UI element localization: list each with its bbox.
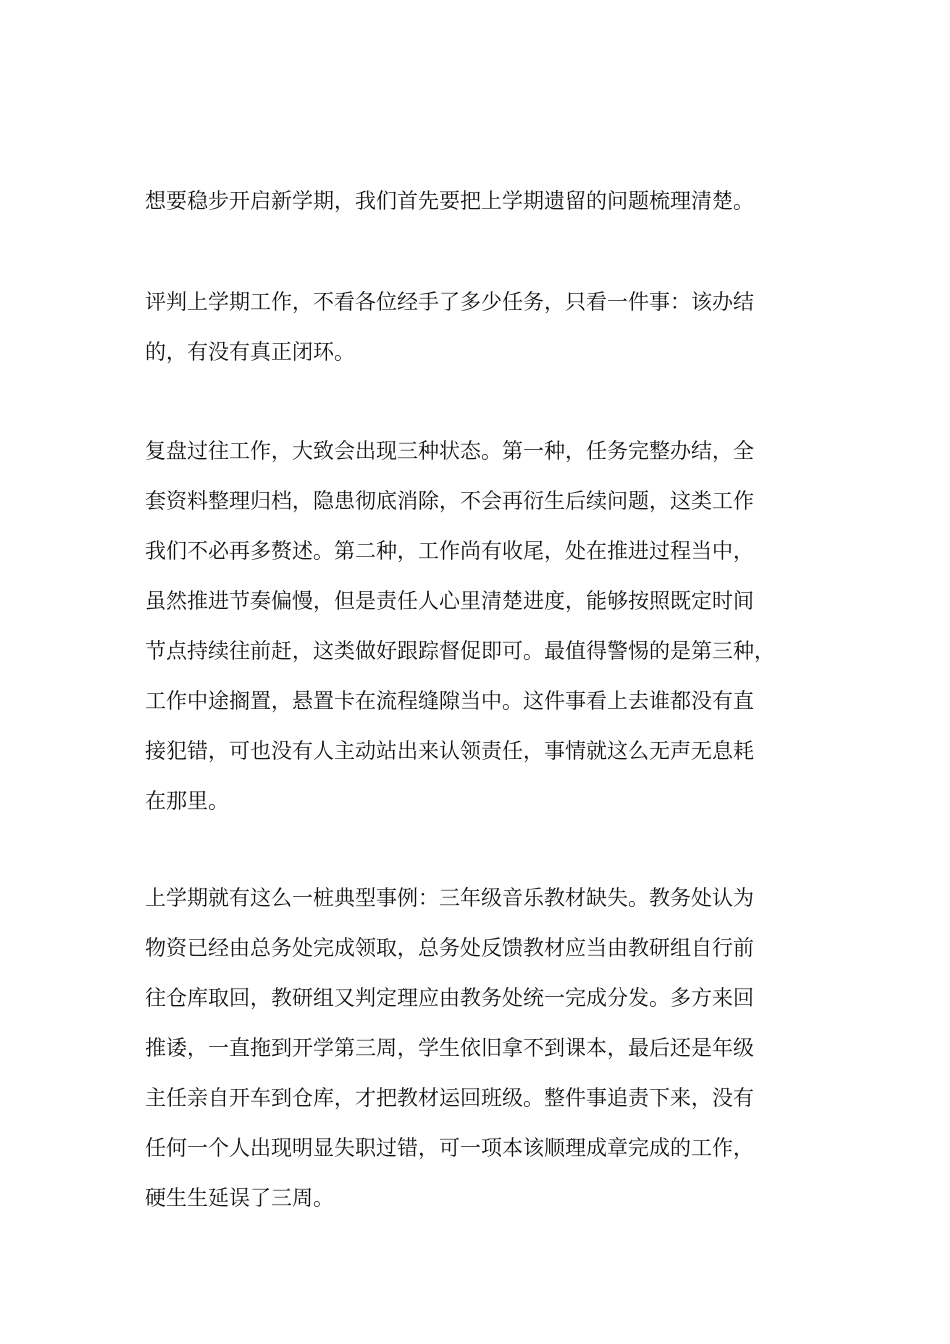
paragraph-3-line-4: 虽然推进节奏偏慢，但是责任人心里清楚进度，能够按照既定时间 [145,589,754,613]
paragraph-4-line-1: 上学期就有这么一桩典型事例：三年级音乐教材缺失。教务处认为 [145,886,754,910]
paragraph-4-line-6: 任何一个人出现明显失职过错，可一项本该顺理成章完成的工作， [145,1136,754,1160]
paragraph-4-line-2: 物资已经由总务处完成领取，总务处反馈教材应当由教研组自行前 [145,936,754,960]
paragraph-3-line-3: 我们不必再多赘述。第二种，工作尚有收尾，处在推进过程当中， [145,539,754,563]
paragraph-2-line-2: 的，有没有真正闭环。 [145,340,355,364]
paragraph-3-line-1: 复盘过往工作，大致会出现三种状态。第一种，任务完整办结，全 [145,439,754,463]
paragraph-4-line-3: 往仓库取回，教研组又判定理应由教务处统一完成分发。多方来回 [145,986,754,1010]
paragraph-3-line-5: 节点持续往前赶，这类做好跟踪督促即可。最值得警惕的是第三种， [145,639,775,663]
paragraph-1-line-1: 想要稳步开启新学期，我们首先要把上学期遗留的问题梳理清楚。 [145,189,754,213]
paragraph-3-line-6: 工作中途搁置，悬置卡在流程缝隙当中。这件事看上去谁都没有直 [145,689,754,713]
paragraph-4-line-4: 推诿，一直拖到开学第三周，学生依旧拿不到课本，最后还是年级 [145,1036,754,1060]
paragraph-4-line-5: 主任亲自开车到仓库，才把教材运回班级。整件事追责下来，没有 [145,1086,754,1110]
paragraph-2-line-1: 评判上学期工作，不看各位经手了多少任务，只看一件事：该办结 [145,290,754,314]
paragraph-3-line-8: 在那里。 [145,789,229,813]
paragraph-4-line-7: 硬生生延误了三周。 [145,1186,334,1210]
paragraph-3-line-2: 套资料整理归档，隐患彻底消除，不会再衍生后续问题，这类工作 [145,489,754,513]
paragraph-3-line-7: 接犯错，可也没有人主动站出来认领责任，事情就这么无声无息耗 [145,739,754,763]
